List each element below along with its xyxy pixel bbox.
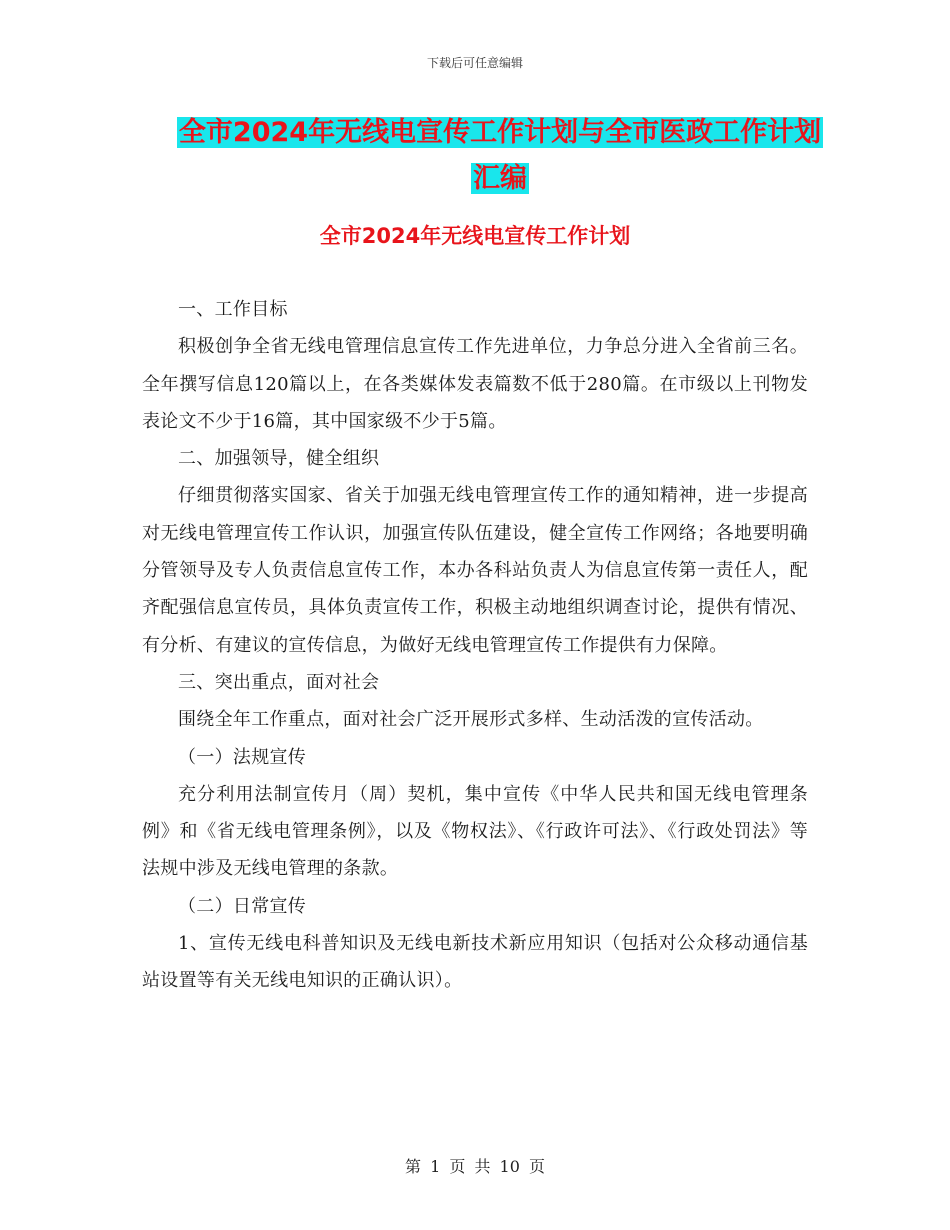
paragraph-work-goals: 积极创争全省无线电管理信息宣传工作先进单位，力争总分进入全省前三名。全年撰写信息120篇以上，在各类媒体发表篇数不低于280篇。在市级以上刊物发表论文不少于16篇，其中国家级不少于5篇。 <box>142 336 808 432</box>
paragraph-focus: 围绕全年工作重点，面对社会广泛开展形式多样、生动活泼的宣传活动。 <box>178 709 764 731</box>
document-title <box>140 110 860 202</box>
heading-work-goals: 一、工作目标 <box>178 299 288 320</box>
paragraph-daily-1: 1、宣传无线电科普知识及无线电新技术新应用知识（包括对公众移动通信基站设置等有关无线电知识的正确认识）。 <box>142 933 808 992</box>
paragraph-leadership: 仔细贯彻落实国家、省关于加强无线电管理宣传工作的通知精神，进一步提高对无线电管理宣传工作认识，加强宣传队伍建设，健全宣传工作网络；各地要明确分管领导及专人负责信息宣传工作，本办各科站负责人为信息宣传第一责任人，配齐配强信息宣传员，具体负责宣传工作，积极主动地组织调查讨论，提供有情况、有分析、有建议的宣传信息，为做好无线电管理宣传工作提供有力保障。 <box>142 485 808 656</box>
document-title-line-2: 汇编 <box>473 163 527 194</box>
subheading-daily: （二）日常宣传 <box>178 895 307 917</box>
header-note: 下载后可任意编辑 <box>426 56 523 70</box>
section-title: 全市2024年无线电宣传工作计划 <box>319 224 631 248</box>
document-body <box>142 291 808 1000</box>
document-title-line-1: 全市2024年无线电宣传工作计划与全市医政工作计划 <box>178 117 822 148</box>
page-footer: 第 1 页 共 10 页 <box>405 1157 545 1176</box>
heading-focus: 三、突出重点，面对社会 <box>178 671 380 693</box>
heading-leadership: 二、加强领导，健全组织 <box>178 448 380 470</box>
subheading-regulation: （一）法规宣传 <box>178 746 307 768</box>
paragraph-regulation: 充分利用法制宣传月（周）契机，集中宣传《中华人民共和国无线电管理条例》和《省无线电管理条例》，以及《物权法》、《行政许可法》、《行政处罚法》等法规中涉及无线电管理的条款。 <box>142 783 808 880</box>
